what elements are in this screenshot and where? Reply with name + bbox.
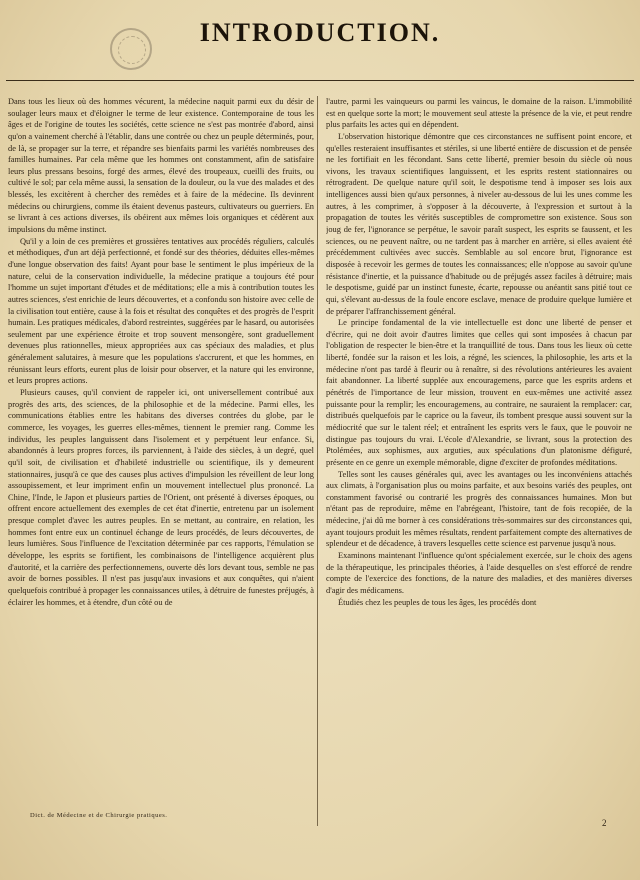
column-divider: [317, 96, 318, 826]
page-number: 2: [602, 818, 607, 828]
right-column: [326, 96, 632, 836]
paragraph: Examinons maintenant l'influence qu'ont spécialement exercée, sur le choix des agens de la thérapeutique, les principales théories, à l'aide desquelles on s'est efforcé de rendre compte de l'exercice des fonctions, de la nature des maladies, et des manières diverses d'agir des médicamens.: [326, 550, 632, 595]
paragraph: l'autre, parmi les vainqueurs ou parmi les vaincus, le domaine de la raison. L'immobilité est en quelque sorte la mort; le mouvement seul atteste la présence de la vie, et peut rendre plus parfaits les actes qui en dépendent.: [326, 97, 632, 130]
paragraph: Telles sont les causes générales qui, avec les avantages ou les inconvéniens attachés aux climats, à l'organisation plus ou moins parfaite, et aux besoins variés des peuples, ont constamment favorisé ou contrarié les progrès des connaissances humaines. Mon but n'étant pas de reproduire, même en l'abrégeant, l'histoire, tant de fois recopiée, de la médecine, j'ai dû me borner à ces considérations très-sommaires sur des circonstances qui, ayant toujours produit les mêmes résultats, rendent parfaitement compte des alternatives de splendeur et de décadence, à travers lesquelles cette science est parvenue jusqu'à nous.: [326, 469, 632, 549]
title-rule: [6, 80, 634, 81]
paragraph: Plusieurs causes, qu'il convient de rappeler ici, ont universellement contribué aux progrès des arts, des sciences, de la philosophie et de la médecine. Parmi elles, les communications établies entre les habitans des diverses contrées du globe, par le commerce, les voyages, les guerres elles-mêmes, tiennent le premier rang. Comme les individus, les peuples languissent dans l'isolement et y perpétuent leur enfance. Si, abandonnés à leurs propres forces, ils parviennent, à l'aide des siècles, à un degré, quel qu'il soit, de civilisation et d'habileté industrielle ou scientifique, ils y demeurent stationnaires, jusqu'à ce que des causes plus actives d'impulsion les réveillent de leur long assoupissement, et leur impriment enfin un mouvement intellectuel plus prononcé. La Chine, l'Inde, le Japon et plusieurs parties de l'Orient, ont présenté à diverses époques, ou offrent encore actuellement des exemples de cet état d'inertie, entretenu par un isolement presque complet d'avec les autres peuples. En se mettant, au contraire, en relation, les hommes font entre eux un continuel échange de leurs procédés, de leurs découvertes, de leurs lumières. Sous l'influence de l'excitation déterminée par ces rapports, l'émulation se développe, les esprits se fortifient, les combinaisons de l'intelligence acquièrent plus d'autorité, et la carrière des perfectionnemens, ouverte dès lors devant tous, semble ne pas avoir de bornes possibles. Il n'est pas jusqu'aux invasions et aux conquêtes, qui n'aient quelquefois contribué à propager les connaissances utiles, à détruire de funestes préjugés, à éclairer les hommes, et à étendre, d'un côté ou de: [8, 388, 314, 607]
paragraph: Dans tous les lieux où des hommes vécurent, la médecine naquit parmi eux du désir de soulager leurs maux et d'éloigner le terme de leur existence. Contemporaine de tous les âges et de l'origine de toutes les sociétés, cette science ne s'est pas montrée d'abord, ainsi qu'on a vainement cherché à l'établir, dans une contrée ou chez un peuple déterminés, pour, de là, se propager sur la terre, et répandre ses bienfaits parmi les variétés nombreuses des familles humaines. Par cela même que les hommes ont constamment, afin de satisfaire leurs plus pressans besoins, forgé des armes, élevé des troupeaux, cueilli des fruits, ou cultivé le sol; par cela même aussi, la sensation de la douleur, ou la vue des malades et des blessés, les excitèrent à chercher des remèdes et à faire de la médecine. Ils devinrent médecins ou chirurgiens, comme ils étaient devenus pasteurs, cultivateurs ou guerriers. En se livrant à ces actions diverses, ils obéirent aux mêmes lois organiques et cédèrent aux impulsions du même instinct.: [8, 97, 314, 235]
left-column: [8, 96, 314, 836]
page-title: INTRODUCTION.: [199, 18, 441, 47]
paragraph: Le principe fondamental de la vie intellectuelle est donc une liberté de penser et d'écrire, qui ne doit avoir d'autres limites que celles qui sont imposées à chacun par l'obligation de respecter le bien-être et la tranquillité de tous. Dans tous les lieux où cette liberté, fondée sur la raison et les lois, a régné, les sciences, la philosophie, les arts et la médecine n'ont pas tardé à fleurir ou à renaître, si des révolutions antérieures les avaient fait abandonner. La liberté supplée aux encouragemens, parce que les esprits ardens et pénétrés de l'importance de leur mission, trouvent en eux-mêmes une activité assez puissante pour la remplir; les encouragemens, au contraire, ne sauraient la remplacer: car, distribués quelquefois par le caprice ou la faveur, ils tombent presque aussi souvent sur la médiocrité que sur le talent réel; et entraînent les esprits vers le faux, que le pouvoir ne distingue pas toujours du vrai. L'école d'Alexandrie, se livrant, sous la protection des Ptolémées, aux sophismes, aux arguties, aux spéculations d'un platonisme défiguré, présente en ce genre un exemple mémorable, digne d'exciter de profondes méditations.: [326, 318, 632, 467]
paragraph: Qu'il y a loin de ces premières et grossières tentatives aux procédés réguliers, calculés et méthodiques, d'un art déjà perfectionné, et fondé sur des théories, déduites elles-mêmes d'une longue observation des faits! Ayant pour base le sentiment le plus impérieux de la nature, celui de la conservation individuelle, la médecine pratique a toujours été pour l'homme un sujet important d'études et de méditations; elle a mis à contribution toutes les autres sciences, s'est enrichie de leurs découvertes, et a confondu son histoire avec celle de la civilisation tout entière, cause à la fois et résultat des conquêtes et des progrès de l'esprit humain. Les pratiques médicales, d'abord restreintes, suggérées par le hasard, ou autorisées seulement par une expérience étroite et trop souvent mensongère, sont graduellement devenues plus rationnelles, mieux appropriées aux cas spéciaux des maladies, et plus généralement salutaires, à mesure que les populations s'accrurent, et que les hommes, en réunissant leurs efforts, eurent plus de loisir pour observer, et la nature qui les environne, et leurs propres actions.: [8, 236, 314, 386]
paragraph: L'observation historique démontre que ces circonstances ne suffisent point encore, et qu'elles resteraient insuffisantes et stériles, si une liberté entière de discussion et de pensée ne les fortifiait en les fécondant. Sans cette liberté, premier besoin du siècle où nous vivons, les travaux scientifiques languissent, et les esprits restent stationnaires ou rétrogradent. De quelque nature qu'il soit, le despotisme tend à imposer ses lois aux intelligences aussi bien qu'aux personnes, à niveler au-dessous de lui les unes comme les autres, à les comprimer, à s'opposer à la découverte, à l'expression et surtout à la propagation de toutes les vérités susceptibles de compromettre son existence. Sous son joug de fer, l'ignorance se perpétue, le savoir paraît suspect, les esprits se faussent, et les sciences, ou ne peuvent naître, ou ne tardent pas à marcher en arrière, si elles avaient été précédemment cultivées avec succès. Semblable au sol encore brut, l'ignorance est disposée à recevoir les germes de toutes les connaissances; elle n'oppose au savoir qu'une résistance d'inertie, et la puissance d'habitude ou de préjugés assez faciles à détruire; mais le despotisme, guidé par un instinct funeste, écarte, repousse ou anéantit sans pitié tout ce qui, s'élevant au-dessus de la foule encore esclave, menace de produire quelque lumière et de préparer l'affranchissement général.: [326, 131, 632, 316]
paragraph: Étudiés chez les peuples de tous les âges, les procédés dont: [338, 597, 537, 607]
running-footer: Dict. de Médecine et de Chirurgie pratiques.: [30, 812, 168, 819]
